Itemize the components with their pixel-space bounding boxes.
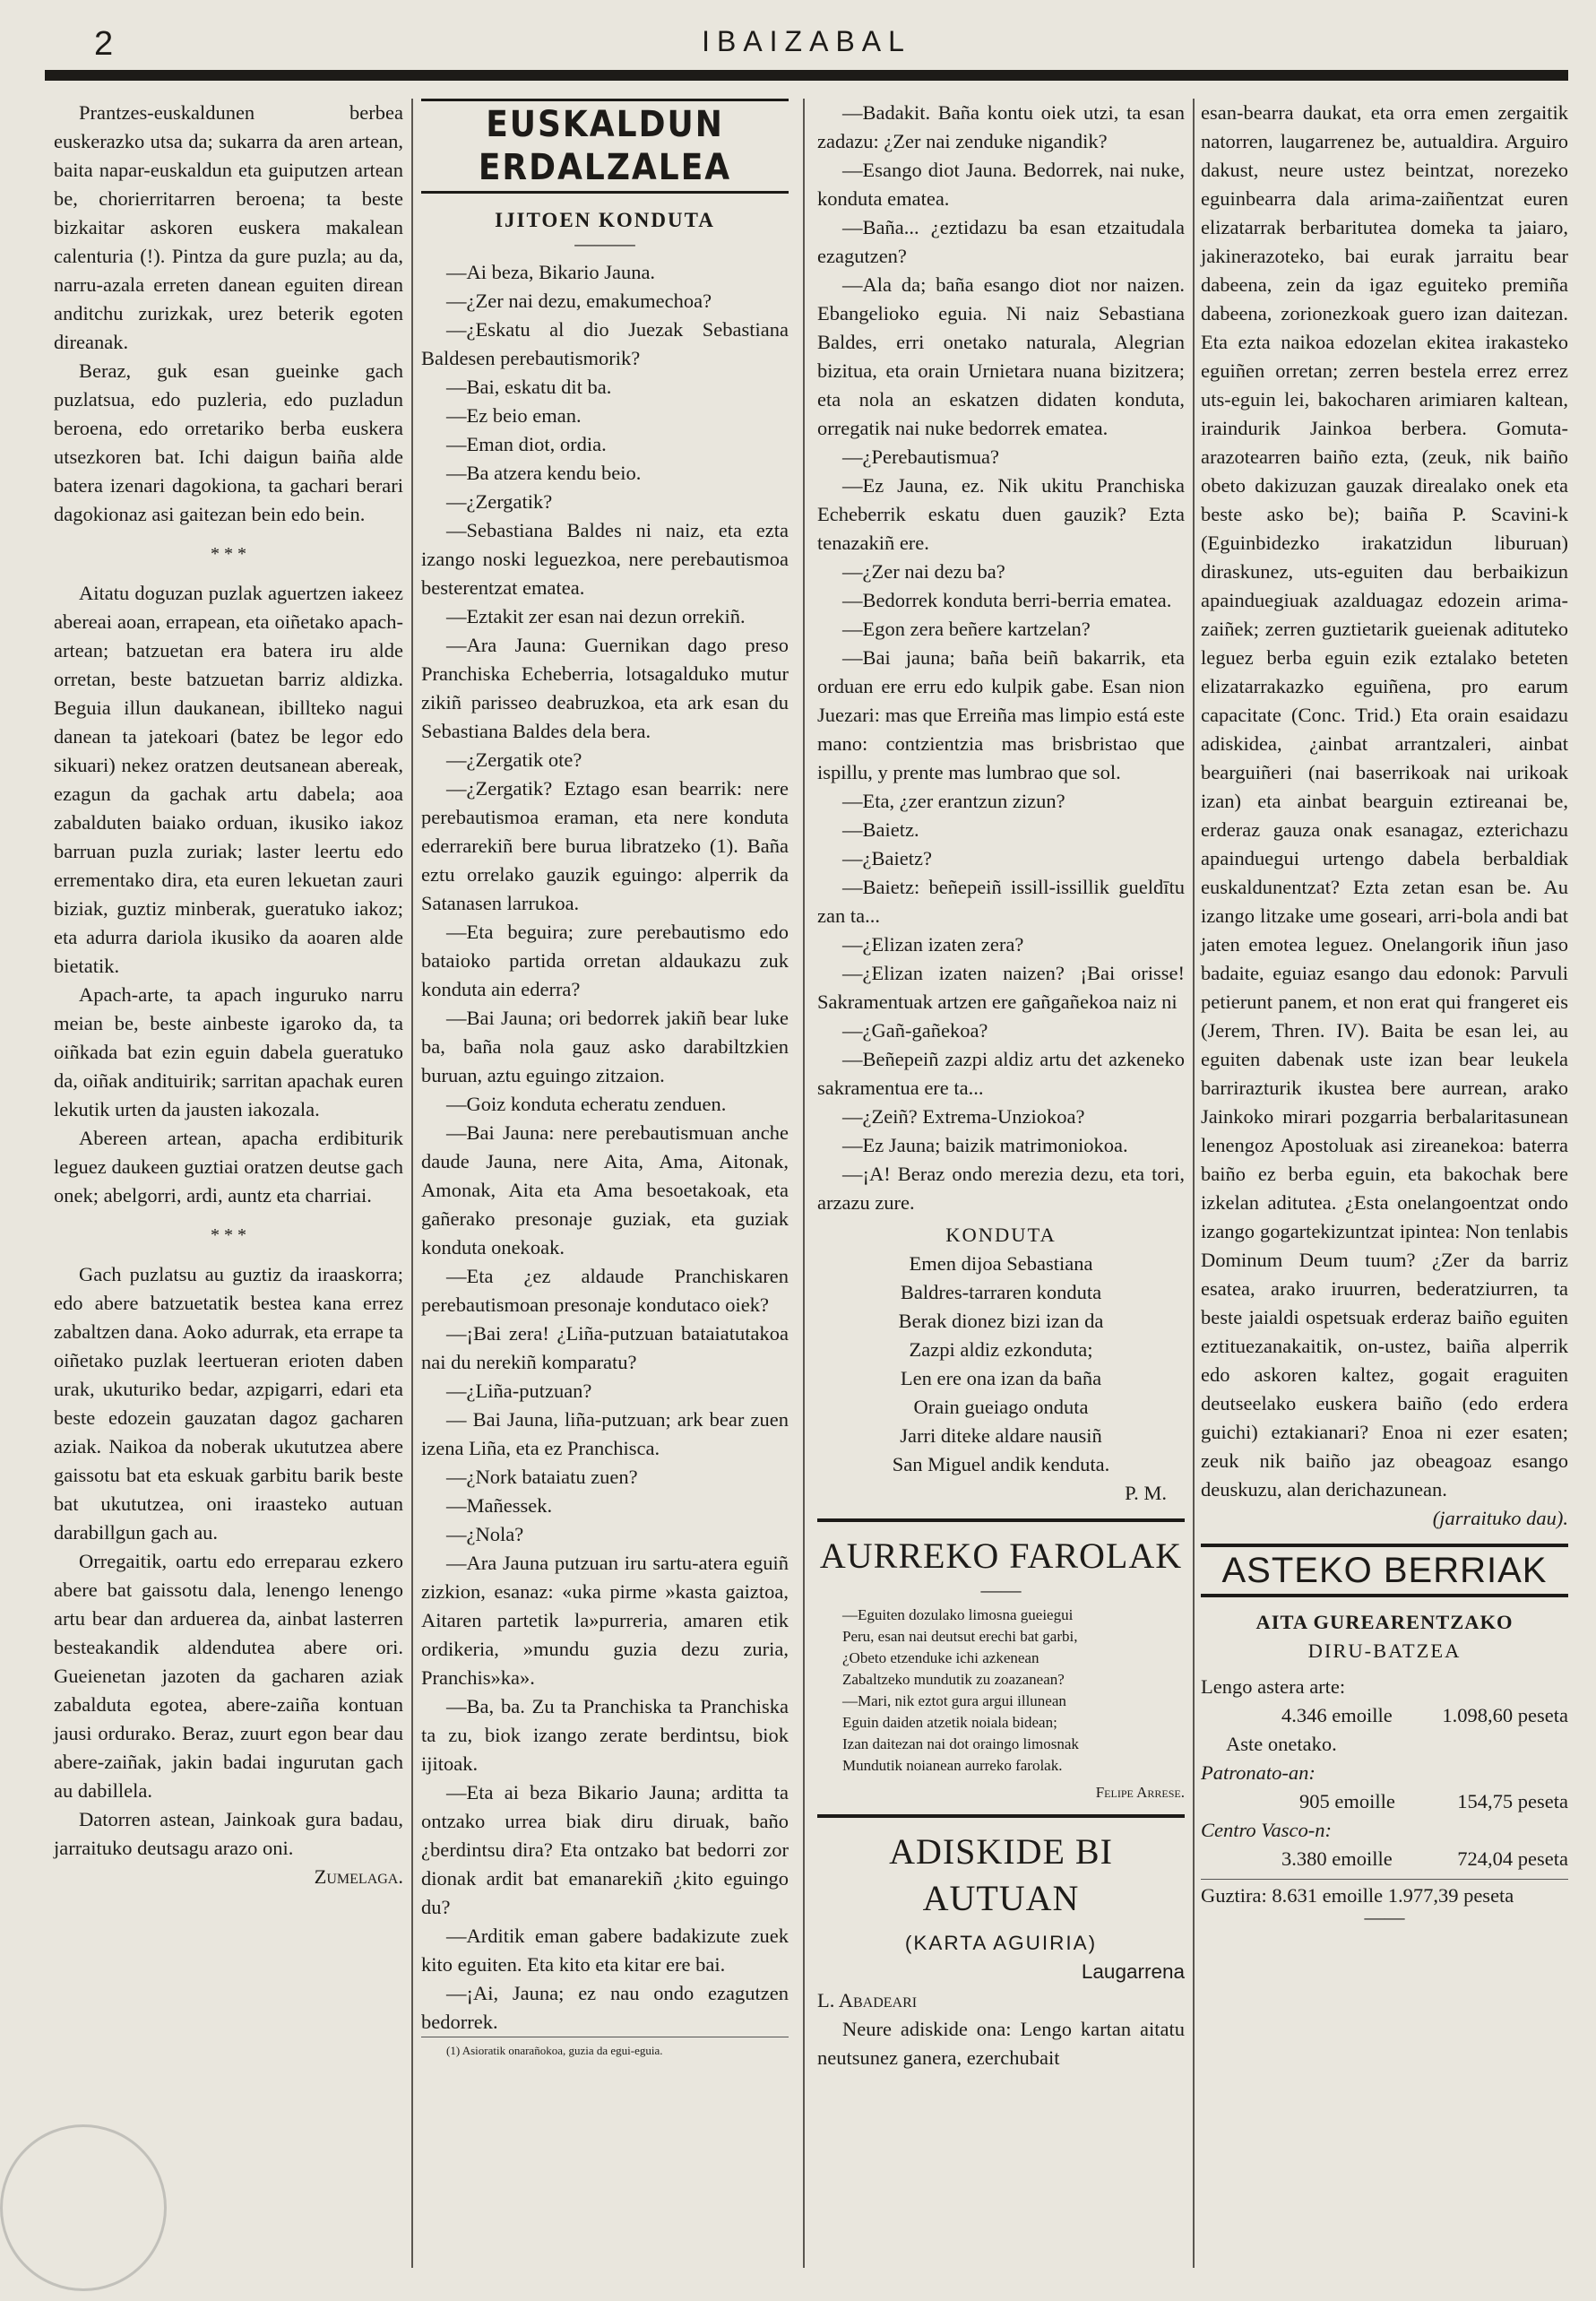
dialogue-line: —Eman diot, ordia. <box>446 433 607 455</box>
column-2 <box>421 99 789 2059</box>
dialogue-line: —Baña... ¿eztidazu ba esan etzaitudala ezagutzen? <box>817 216 1185 267</box>
ledger-amount: 154,75 peseta <box>1457 1790 1568 1812</box>
verse-signature: P. M. <box>1125 1482 1167 1504</box>
dialogue-line: —Eta ai beza Bikario Jauna; arditta ta ontzako urrea biak diru diruak, baño ¿berdintsu dira? Eta ontzako bat bedorri zor dionak ardit bat emanarekiñ ¿kito eguingo du? <box>421 1781 789 1918</box>
article-title: EUSKALDUN ERDALZALEA <box>421 99 789 194</box>
poem-line: Eguin daiden atzetik noiala bidean; <box>842 1714 1057 1731</box>
dialogue-line: —Egon zera beñere kartzelan? <box>842 618 1091 640</box>
dialogue-line: —Ba, ba. Zu ta Pranchiska ta Pranchiska ta zu, biok izango zerate berdintsu, biok ijitoak. <box>421 1695 789 1775</box>
ledger-row <box>1201 1845 1568 1873</box>
verse-title: KONDUTA <box>945 1224 1057 1246</box>
paragraph: Orregaitik, oartu edo erreparau ezkero abere bat gaissotu dala, lenengo lenengo artu bear dan arduerea da, ainbat lasterren besteakandik aldendutea abere ori. Gueienetan jazoten da gacharen aziak zabalduta egotea, abere-zaiña kontuan jausi ordurako. Beraz, zuurt egon bear dau abere-zaiñak, jakin badai ingurutan gach au dabillela. <box>54 1550 403 1802</box>
dialogue-line: —Ez Jauna; baizik matrimoniokoa. <box>842 1134 1128 1156</box>
dialogue-line: —Ez beio eman. <box>446 404 582 427</box>
poem-line: Peru, esan nai deutsut erechi bat garbi, <box>842 1628 1078 1645</box>
dialogue-line: —Goiz konduta echeratu zenduen. <box>446 1093 727 1115</box>
paragraph: Abereen artean, apacha erdibiturik leguez daukeen guztiai oratzen deutse gach onek; abelgorri, ardi, auntz eta charriai. <box>54 1127 403 1207</box>
dialogue-line: —¿Zeiñ? Extrema-Unziokoa? <box>842 1105 1085 1128</box>
subsection-subtitle: DIRU-BATZEA <box>1307 1639 1462 1662</box>
paragraph: Apach-arte, ta apach inguruko narru meian be, beste ainbeste igaroko da, ta oiñkada bat ezin eguin dabela gueratuko da, oiñak andituirik; sarritan apachak euren lekutik urten da jausten iakozala. <box>54 983 403 1120</box>
dialogue-line: —¿Zer nai dezu ba? <box>842 560 1005 583</box>
dialogue-line: —Bai, eskatu dit ba. <box>446 376 612 398</box>
letter-part: Laugarrena <box>1081 1960 1185 1983</box>
dialogue-line: —Eta beguira; zure perebautismo edo bataioko partida orretan aldaukazu zuk konduta ain ederra? <box>421 921 789 1000</box>
dialogue-line: —Arditik eman gabere badakizute zuek kito eguiten. Eta kito eta kitar ere bai. <box>421 1925 789 1976</box>
divider: —— <box>1364 1906 1405 1928</box>
library-stamp <box>0 2124 167 2291</box>
column-divider <box>411 99 413 2268</box>
verse-line: Jarri diteke aldare nausiñ <box>900 1424 1102 1447</box>
paragraph: Datorren astean, Jainkoak gura badau, jarraituko deutsagu arazo oni. <box>54 1808 403 1859</box>
section-break: * * * <box>211 1225 246 1245</box>
ledger-label: Centro Vasco-n: <box>1201 1819 1333 1841</box>
dialogue-line: —¿Nola? <box>446 1523 524 1545</box>
article-title: ADISKIDE BI AUTUAN <box>889 1831 1113 1918</box>
dialogue-line: —Baietz. <box>842 818 919 841</box>
dialogue-line: —¿Perebautismua? <box>842 445 999 468</box>
verse-line: Emen dijoa Sebastiana <box>909 1252 1093 1275</box>
dialogue-line: —Eta, ¿zer erantzun zizun? <box>842 790 1065 812</box>
section-rule <box>817 1518 1185 1522</box>
dialogue-line: —Mañessek. <box>446 1494 553 1517</box>
header-rule <box>45 70 1568 81</box>
column-divider <box>803 99 805 2268</box>
column-4 <box>1201 99 1568 1932</box>
verse-line: Len ere ona izan da baña <box>900 1367 1102 1389</box>
verse-line: Baldres-tarraren konduta <box>900 1281 1102 1303</box>
dialogue-line: —¿Elizan izaten zera? <box>842 933 1024 956</box>
verse-line: San Miguel andik kenduta. <box>892 1453 1110 1475</box>
ledger-label: Lengo astera arte: <box>1201 1675 1346 1698</box>
dialogue-line: —¿Elizan izaten naizen? ¡Bai orisse! Sakramentuak artzen ere gañgañekoa naiz ni <box>817 962 1185 1013</box>
article-subtitle: IJITOEN KONDUTA <box>495 209 715 231</box>
section-break: * * * <box>211 544 246 564</box>
dialogue-line: —Ai beza, Bikario Jauna. <box>446 261 656 283</box>
dialogue-line: —Bedorrek konduta berri-berria ematea. <box>842 589 1172 611</box>
dialogue-line: —Beñepeiñ zazpi aldiz artu det azkeneko sakramentua ere ta... <box>817 1048 1185 1099</box>
poem-line: —Mari, nik eztot gura argui illunean <box>842 1692 1066 1709</box>
dialogue-line: —¿Eskatu al dio Juezak Sebastiana Baldesen perebautismorik? <box>421 318 789 369</box>
dialogue-line: —Baietz: beñepeiñ issill-issillik gueldītu zan ta... <box>817 876 1185 927</box>
dialogue-line: —Eta ¿ez aldaude Pranchiskaren perebautismoan presonaje kondutaco oiek? <box>421 1265 789 1316</box>
dialogue-line: —¿Zer nai dezu, emakumechoa? <box>446 290 712 312</box>
dialogue-line: —¿Gañ-gañekoa? <box>842 1019 988 1042</box>
ledger-row <box>1201 1787 1568 1816</box>
paragraph: Prantzes-euskaldunen berbea euskerazko utsa da; sukarra da aren artean, baita napar-euskaldun eta guiputzen artean be, chorierritarren beroena; ta beste bizkaitar askoren euskera makalean calenturia (!). Pintza da gure puzla; au da, narru-azala erreten danean eguiten direan anditchu zurizkak, urez beterik egoten direanak. <box>54 101 403 353</box>
dialogue-line: —¿Baietz? <box>842 847 932 869</box>
ledger-label: Aste onetako. <box>1226 1733 1337 1755</box>
dialogue-line: —Eztakit zer esan nai dezun orrekiñ. <box>446 605 746 627</box>
article-title: AURREKO FAROLAK <box>819 1535 1183 1576</box>
divider: ——— <box>574 232 635 255</box>
dialogue-line: —¿Zergatik? Eztago esan bearrik: nere perebautismoa eraman, eta nere konduta ederrarekiñ bere burua libratzeko (1). Baña eztu orrelako gauzik eguingo: alperrik da Satanasen larrukoa. <box>421 777 789 914</box>
column-divider <box>1193 99 1195 2268</box>
poem-line: ¿Obeto etzenduke ichi azkenean <box>842 1649 1040 1666</box>
dialogue <box>817 99 1185 1217</box>
ledger-donors: 4.346 emoille <box>1281 1704 1393 1726</box>
dialogue-line: —Bai jauna; baña beiñ bakarrik, eta orduan ere erru edo kulpik gabe. Esan nion Juezari: mas que Erreiña mas limpio está este mano: contzientzia mas brisbristao que ispillu, y prente mas lumbrao que sol. <box>817 646 1185 783</box>
ledger-row <box>1201 1701 1568 1730</box>
divider: —— <box>980 1579 1022 1601</box>
poem-line: Zabaltzeko mundutik zu zoazanean? <box>842 1671 1065 1688</box>
poem-line: Mundutik noianean aurreko farolak. <box>842 1757 1063 1774</box>
dialogue-line: —Badakit. Baña kontu oiek utzi, ta esan zadazu: ¿Zer nai zenduke nigandik? <box>817 101 1185 152</box>
subsection-title: AITA GUREARENTZAKO <box>1255 1611 1514 1633</box>
dialogue-line: —¿Liña-putzuan? <box>446 1380 592 1402</box>
section-rule <box>817 1814 1185 1818</box>
dialogue-line: — Bai Jauna, liña-putzuan; ark bear zuen izena Liña, eta ez Pranchisca. <box>421 1408 789 1459</box>
letter-recipient: L. Abadeari <box>817 1989 918 2011</box>
ledger-label: Patronato-an: <box>1201 1761 1316 1784</box>
dialogue-line: —Ara Jauna putzuan iru sartu-atera eguiñ zizkion, esanaz: «uka pirme »kasta gaiztoa, Aitaren partetik la»purreria, amaren etik ordikeria, »mundu guzia dezu zuria, Pranchis»ka». <box>421 1552 789 1689</box>
continued-note: (jarraituko dau). <box>1432 1507 1568 1529</box>
poem <box>817 1605 1185 1777</box>
verse-line: Orain gueiago onduta <box>913 1396 1089 1418</box>
paragraph: Gach puzlatsu au guztiz da iraaskorra; edo abere batzuetatik bestea kana errez zabaltzen dana. Aoko adurrak, eta errape ta oiñetako puzlak leertueran erioten daben urak, ukuturiko bedar, azpigarri, edari eta beste edozein gauzatan dagoz gacharen aziak. Naikoa da noberak ukututzea abere gaissotu bat eta eskuak garbitu barik beste bat ukututzea, oni iraasteko autuan darabillgun gach au. <box>54 1263 403 1544</box>
poem-line: —Eguiten dozulako limosna gueiegui <box>842 1606 1074 1623</box>
page-number: 2 <box>94 25 114 63</box>
dialogue <box>421 258 789 2037</box>
dialogue-line: —Ara Jauna: Guernikan dago preso Pranchiska Echeberria, lotsagalduko mutur zikiñ parisseo deabruzkoa, eta ark esan du Sebastiana Baldes dela bera. <box>421 634 789 742</box>
column-3 <box>817 99 1185 2072</box>
dialogue-line: —¿Zergatik ote? <box>446 748 582 771</box>
paragraph: Beraz, guk esan gueinke gach puzlatsua, edo puzleria, edo puzladun beroena, edo orretariko berba euskera utsezkoren bat. Ichi daigun baiña alde batera izenari dagokiona, ta gachari berari dagokionaz asi gaitezan bein edo bein. <box>54 359 403 525</box>
dialogue-line: —¿Nork bataiatu zuen? <box>446 1466 638 1488</box>
dialogue-line: —Esango diot Jauna. Bedorrek, nai nuke, konduta ematea. <box>817 159 1185 210</box>
dialogue-line: —Ala da; baña esango diot nor naizen. Ebangelioko eguia. Ni naiz Sebastiana Baldes, erri onetako naturala, Alegrian bizitua, eta orain Urnietara nuana bizitzera; eta nola an eskatzen didaten konduta, orregatik nai nuke bedorrek ematea. <box>817 273 1185 439</box>
ledger-total: Guztira: 8.631 emoille 1.977,39 peseta <box>1201 1879 1568 1910</box>
dialogue-line: —¿Zergatik? <box>446 490 553 513</box>
dialogue-line: —Bai Jauna: nere perebautismuan anche daude Jauna, nere Aita, Ama, Aitonak, Amonak, Aita eta Ama besoetakoak, eta gañerako presonaje guziak, eta guziak konduta onekoak. <box>421 1121 789 1259</box>
dialogue-line: —Bai Jauna; ori bedorrek jakiñ bear luke ba, baña nola gauz asko darabiltzkien buruan, aztu eguingo zitzaion. <box>421 1007 789 1086</box>
verse <box>817 1250 1185 1479</box>
dialogue-line: —¡A! Beraz ondo merezia dezu, eta tori, arzazu zure. <box>817 1163 1185 1214</box>
dialogue-line: —Sebastiana Baldes ni naiz, eta ezta izango noski leguezkoa, nere perebautismoa besterentzat ematea. <box>421 519 789 599</box>
masthead: IBAIZABAL <box>702 25 911 57</box>
ledger-donors: 905 emoille <box>1299 1790 1395 1812</box>
dialogue-line: —Ez Jauna, ez. Nik ukitu Pranchiska Echeberrik eskatu duen gauzik? Ezta tenazakiñ ere. <box>817 474 1185 554</box>
dialogue-line: —¡Ai, Jauna; ez nau ondo ezagutzen bedorrek. <box>421 1982 789 2033</box>
footnote: (1) Asioratik onarañokoa, guzia da egui-eguia. <box>421 2037 789 2059</box>
paragraph: Aitatu doguzan puzlak aguertzen iakeez abereai aoan, errapean, eta oiñetako apach-artean; batzuetan era batera iru alde orretan, beste batzuetan barriz aldizka. Beguia illun daukanean, ibillteko nagui danean ta jatekoari (batez be legor edo sikuari) nekez oratzen deutsanean abereak, ezagun da gachak artu dabela; aoa zabalduten baiako orduan, ikusiko iakoz barruan puzla zuriak; laster leertu edo errementako dira, eta euren lekuetan zauri biziak, guztiz minberak, gueratuko iakoz; eta adurra dariola ikusiko da aoaren alde bietatik. <box>54 582 403 977</box>
ledger-donors: 3.380 emoille <box>1281 1847 1393 1870</box>
column-1 <box>54 99 403 1891</box>
section-title: ASTEKO BERRIAK <box>1201 1544 1568 1597</box>
verse-line: Berak dionez bizi izan da <box>898 1310 1104 1332</box>
dialogue-line: —¡Bai zera! ¿Liña-putzuan bataiatutakoa nai du nerekiñ komparatu? <box>421 1322 789 1373</box>
paragraph: esan-bearra daukat, eta orra emen zergaitik natorren, laugarrenez be, autualdira. Arguiro dakust, neure ustez beintzat, norezeko eguinbearra dala arima-zaiñentzat euren elizatarrak berbaritutea domeka ta jaiaro, jakinerazoteko, bai eurak jarraitu bear dabeena, zein da igaz eguiteko premiña dabeena, zorionezkoak guero izan daitezan. Eta ezta naikoa edozelan ekitea irakasteko eguiñen orretan; zerren bestela errez errez uts-eguin lei, bakocharen arimiaren kaltean, iraindurik Jainkoa berbera. Gomuta-arazotearren baiño ezta, (zeuk, nik baiño obeto dakizuzan gauzak direalako onek eta beste asko be); baiña P. Scavini-k (Eguinbidezko irakatzidun liburuan) diraskunez, uts-eguiten dau berbaikizun apainduegiuak azalduagaz edozein arima-zaiñek; zerren guztietarik gueienak adituteko leguez berba eguin ezik eztalako beteten elizatarrakazko eguiñena, pro earum capacitate (Conc. Trid.) Eta orain esaidazu adiskidea, ¿ainbat arrantzaleri, ainbat bearguiñeri (nai baserrikoak nai urikoak izan) eta ainbat bearguin eztireanai be, erderaz gauza onak esanagaz, ezterichazu apainduegui urtengo dabela berbaldiak euskaldunentzat? Ezta zetan esan be. Au izango litzake ume goseari, arri-bola andi bat jaten emotea leguez. Onelangorik iñun jaso badaite, eguiaz esango dau edonok: Parvuli petierunt panem, et non erat qui frangeret eis (Jerem, Thren. IV). Baita be esan lei, au eguiten dabenak uste izan bear leukela barrirazturik ikustea bere aurrean, arako Jainkoko mirari pozgarria berbalaritasunean lenengoz Apostoluak asi zireanekoa: baterra baiño ez berba eguin, eta bakochak bere izkelan aditutea. ¿Esta onelangoentzat ondo izango gogartekizuntzat ipintea: Non tenlabis Dominum Deum tuum? ¿Zer da barriz esatea, arako iruurren, bederatziurren, ta beste jaialdi ospetsuak erderaz baiño eguiten eztituezanakaitik, on-ustez, baiña alperrik edo askoren kaltez, gogait eraguiten deutseelako euskera baiño (edo erdera guichi) eztakianari? Enoa ni ezer esaten; zeuk nik baiño jaz obeagoaz esango deuskuzu, alan derichazunean. <box>1201 101 1568 1501</box>
ledger-amount: 724,04 peseta <box>1457 1847 1568 1870</box>
author-signature: Zumelaga. <box>314 1865 403 1888</box>
verse-line: Zazpi aldiz ezkonduta; <box>909 1338 1093 1361</box>
dialogue-line: —Ba atzera kendu beio. <box>446 462 642 484</box>
ledger-amount: 1.098,60 peseta <box>1442 1704 1568 1726</box>
article-subtitle: (KARTA AGUIRIA) <box>904 1932 1098 1954</box>
poem-signature: Felipe Arrese. <box>1095 1784 1185 1801</box>
paragraph: Neure adiskide ona: Lengo kartan aitatu neutsunez ganera, ezerchubait <box>817 2018 1185 2069</box>
poem-line: Izan daitezan nai dot oraingo limosnak <box>842 1735 1079 1752</box>
